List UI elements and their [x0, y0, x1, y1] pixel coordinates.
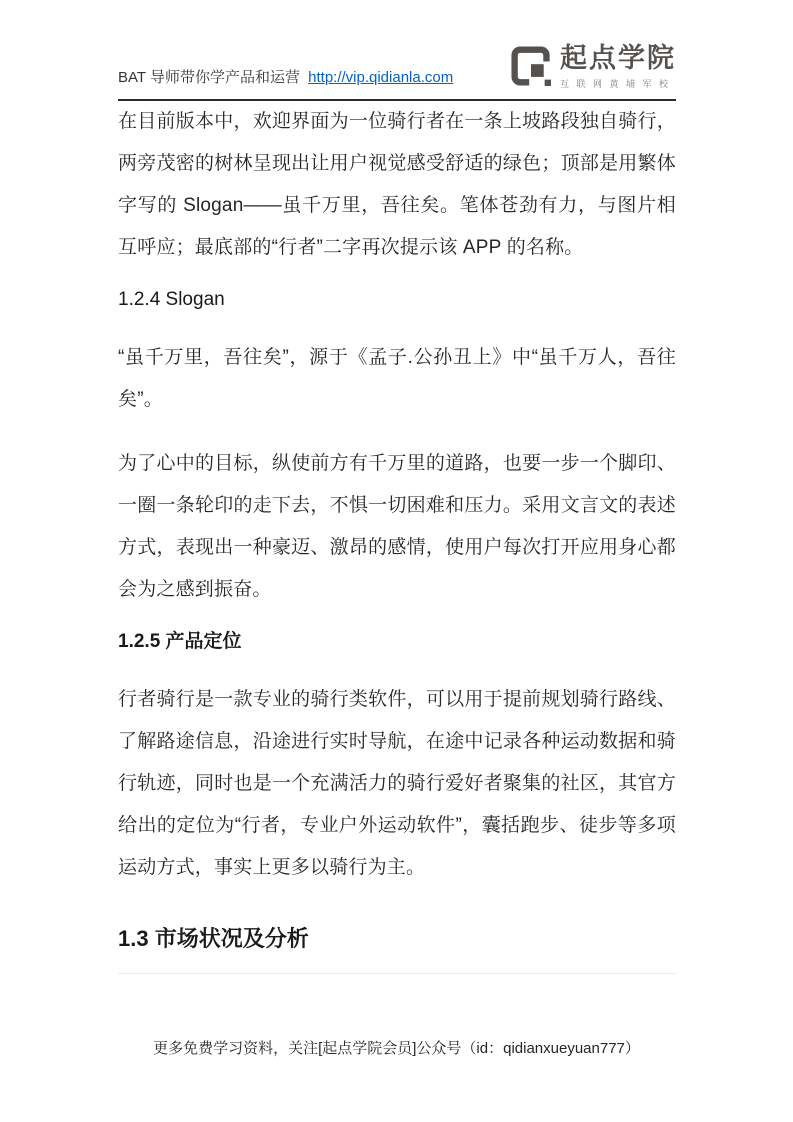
tagline-text: BAT 导师带你学产品和运营 — [118, 69, 300, 86]
qidian-logo — [511, 44, 676, 91]
paragraph-product-positioning: 行者骑行是一款专业的骑行类软件，可以用于提前规划骑行路线、了解路途信息，沿途进行实时导航，在途中记录各种运动数据和骑行轨迹，同时也是一个充满活力的骑行爱好者聚集的社区，其官方给出的定位为“行者，专业户外运动软件”，囊括跑步、徒步等多项运动方式，事实上更多以骑行为主。 — [118, 689, 676, 878]
heading-1-3-market: 1.3 市场状况及分析 — [118, 923, 676, 974]
paragraph-welcome-screen: 在目前版本中，欢迎界面为一位骑行者在一条上坡路段独自骑行，两旁茂密的树林呈现出让用户视觉感受舒适的绿色；顶部是用繁体字写的 Slogan——虽千万里，吾往矣。笔体苍劲有力，与图片相互呼应；最底部的“行者”二字再次提示该 APP 的名称。 — [118, 111, 676, 258]
page-header — [118, 0, 676, 101]
document-body — [118, 101, 676, 974]
heading-1-2-5-positioning: 1.2.5 产品定位 — [118, 631, 242, 652]
logo-name: 起点学院 — [560, 43, 676, 73]
page-footer — [0, 1037, 793, 1058]
paragraph-slogan-source: “虽千万里，吾往矣”，源于《孟子.公孙丑上》中“虽千万人，吾往矣”。 — [118, 347, 676, 410]
logo-subtitle: 互联网黄埔军校 — [560, 78, 676, 89]
logo-text-block — [560, 44, 676, 90]
header-link[interactable]: http://vip.qidianla.com — [308, 69, 454, 86]
header-tagline — [118, 66, 453, 91]
heading-1-2-4-slogan: 1.2.4 Slogan — [118, 289, 225, 310]
qidian-bracket-icon — [511, 46, 551, 91]
paragraph-slogan-meaning: 为了心中的目标，纵使前方有千万里的道路，也要一步一个脚印、一圈一条轮印的走下去，不惧一切困难和压力。采用文言文的表述方式，表现出一种豪迈、激昂的感情，使用户每次打开应用身心都会为之感到振奋。 — [118, 453, 676, 600]
footer-text: 更多免费学习资料，关注[起点学院会员]公众号（id：qidianxueyuan777） — [153, 1040, 640, 1057]
